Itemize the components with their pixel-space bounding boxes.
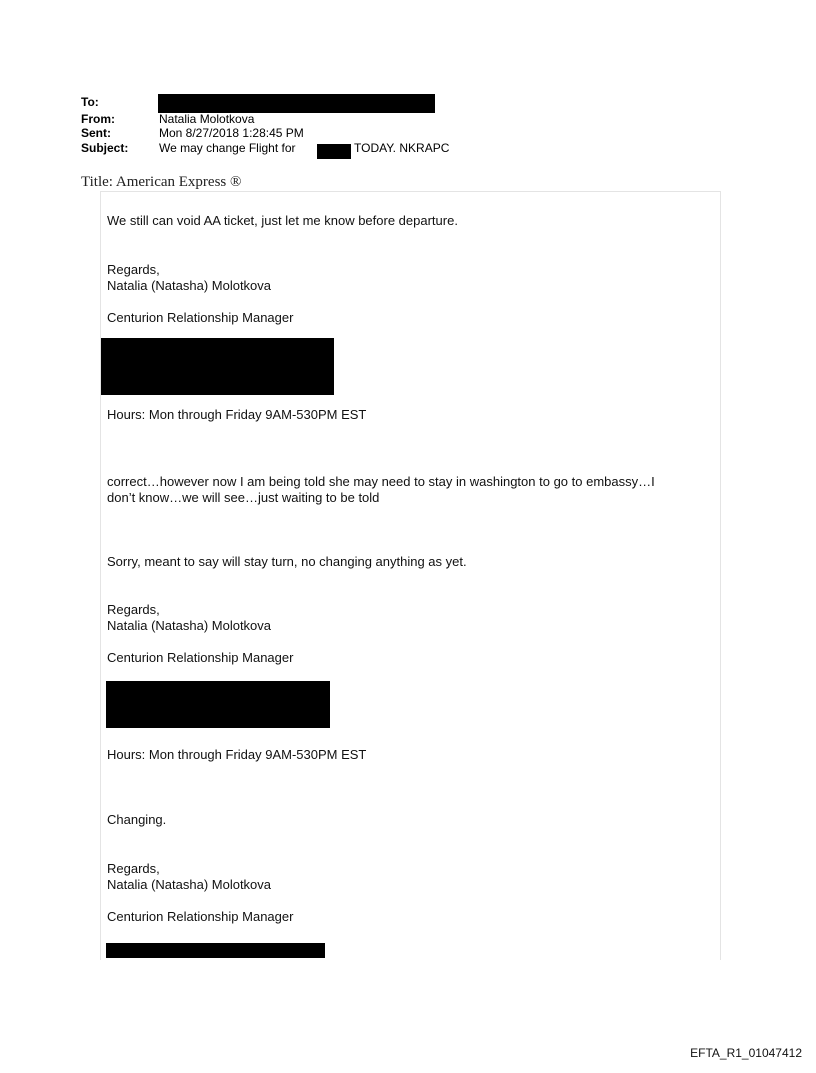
document-id: EFTA_R1_01047412 [690,1046,802,1060]
signature-name: Natalia (Natasha) Molotkova [107,618,272,633]
hours-text: Hours: Mon through Friday 9AM-530PM EST [107,747,367,762]
signature-role: Centurion Relationship Manager [107,310,294,325]
subject-text-after: TODAY. NKRAPC [354,141,450,155]
sent-row [81,127,304,140]
from-label: From: [81,112,115,126]
message-text: Changing. [107,812,167,827]
contact-redaction [106,943,325,958]
from-row [81,113,254,126]
message-text: don’t know…we will see…just waiting to be told [107,490,380,505]
contact-redaction [106,681,330,728]
message-text: Sorry, meant to say will stay turn, no changing anything as yet. [107,554,467,569]
message-frame [100,191,721,960]
signature-role: Centurion Relationship Manager [107,909,294,924]
sent-label: Sent: [81,126,111,140]
subject-label: Subject: [81,141,129,155]
subject-redaction [317,144,351,159]
signature-name: Natalia (Natasha) Molotkova [107,877,272,892]
from-value: Natalia Molotkova [159,112,255,126]
hours-text: Hours: Mon through Friday 9AM-530PM EST [107,407,367,422]
signature-name: Natalia (Natasha) Molotkova [107,278,272,293]
regards-text: Regards, [107,262,160,277]
message-title: Title: American Express ® [81,174,242,190]
to-row [81,96,159,109]
sent-value: Mon 8/27/2018 1:28:45 PM [159,126,304,140]
regards-text: Regards, [107,602,160,617]
message-text: We still can void AA ticket, just let me know before departure. [107,213,458,228]
regards-text: Regards, [107,861,160,876]
to-redaction [158,94,435,113]
subject-text-before: We may change Flight for [159,141,296,155]
subject-row [81,142,296,155]
contact-redaction [101,338,334,395]
signature-role: Centurion Relationship Manager [107,650,294,665]
message-text: correct…however now I am being told she may need to stay in washington to go to embassy…I [107,474,655,489]
to-label: To: [81,95,99,109]
